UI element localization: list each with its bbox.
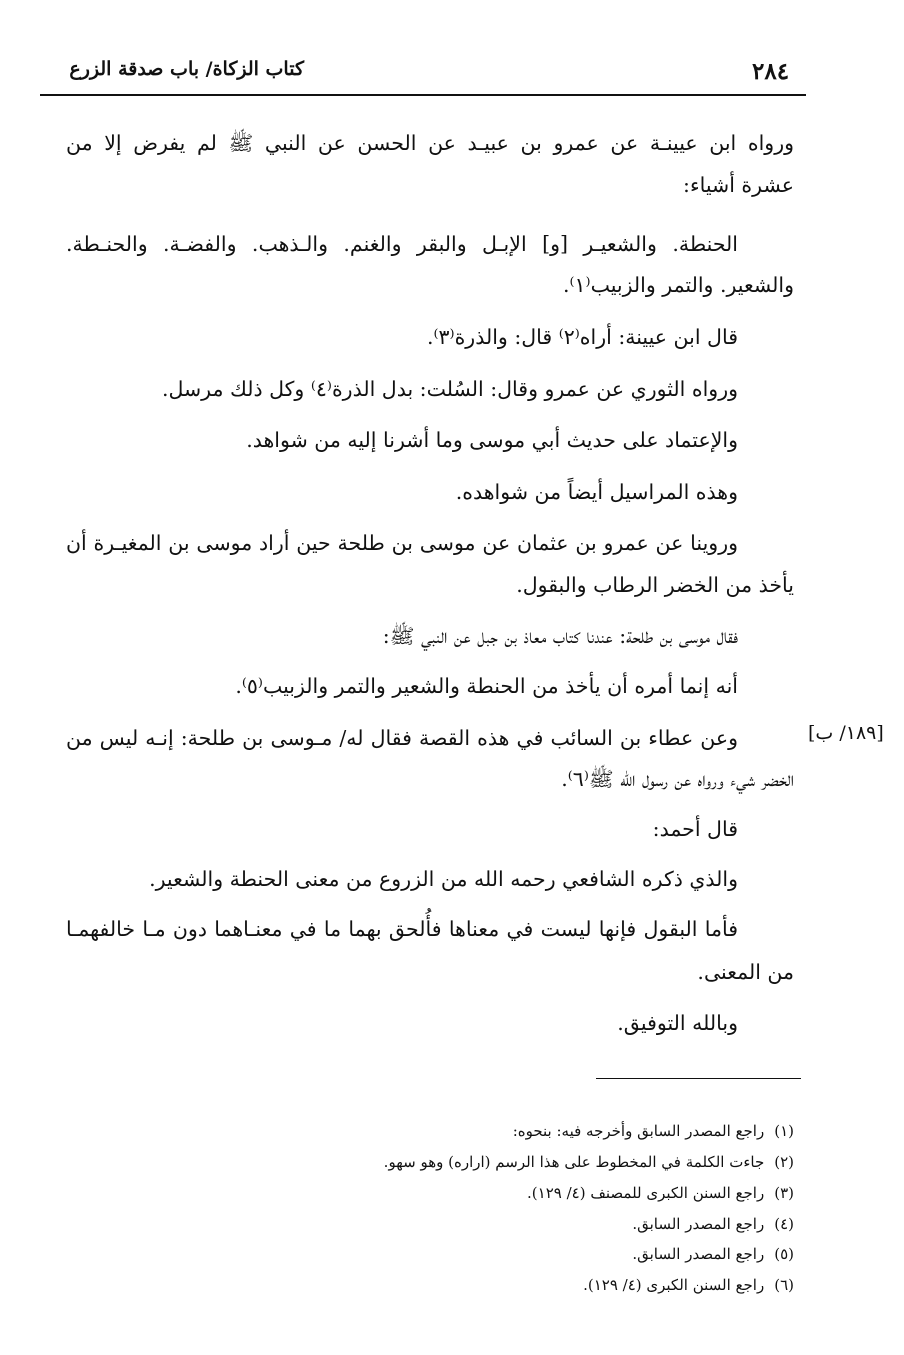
- footnote-number: (٢): [774, 1153, 794, 1171]
- body-line: الخضر شيء ورواه عن رسول الله ﷺ⁽٦⁾.: [561, 767, 794, 791]
- footnote-rule: [596, 1078, 801, 1079]
- body-line: وهذه المراسيل أيضاً من شواهده.: [455, 480, 738, 504]
- body-line: والذي ذكره الشافعي رحمه الله من الزروع من معنى الحنطة والشعير.: [149, 867, 738, 891]
- footnote-text: راجع السنن الكبرى للمصنف (٤/ ١٢٩).: [527, 1184, 765, 1202]
- body-line: وبالله التوفيق.: [617, 1011, 738, 1035]
- footnote: [513, 1120, 794, 1142]
- body-line: قال أحمد:: [652, 817, 738, 841]
- body-line: من المعنى.: [697, 960, 794, 984]
- running-header-title: كتاب الزكاة/ باب صدقة الزرع: [69, 58, 304, 80]
- body-line: فقال موسى بن طلحة: عندنا كتاب معاذ بن جبل عن النبي ﷺ:: [382, 624, 738, 648]
- footnote: [632, 1243, 794, 1265]
- body-line: وروينا عن عمرو بن عثمان عن موسى بن طلحة حين أراد موسى بن المغيـرة أن: [66, 531, 738, 555]
- footnote-text: راجع المصدر السابق.: [632, 1215, 765, 1233]
- body-line: فأما البقول فإنها ليست في معناها فأُلحق بهما ما في معنـاهما دون مـا خالفهمـا: [66, 917, 738, 941]
- footnote-text: راجع المصدر السابق.: [632, 1245, 765, 1263]
- footnote-number: (١): [774, 1122, 794, 1140]
- footnote-text: راجع المصدر السابق وأخرجه فيه: بنحوه:: [512, 1122, 765, 1140]
- footnote-text: جاءت الكلمة في المخطوط على هذا الرسم (اراره) وهو سهو.: [383, 1153, 765, 1171]
- manuscript-folio-note: [١٨٩/ ب]: [808, 722, 884, 744]
- footnote: [583, 1274, 794, 1296]
- body-line: عشرة أشياء:: [683, 173, 794, 197]
- body-line: والإعتماد على حديث أبي موسى وما أشرنا إليه من شواهد.: [246, 428, 738, 452]
- body-line: قال ابن عيينة: أراه⁽٢⁾ قال: والذرة⁽٣⁾.: [426, 325, 738, 349]
- body-line: ورواه ابن عيينـة عن عمرو بن عبيـد عن الحسن عن النبي ﷺ لم يفرض إلا من: [66, 131, 794, 155]
- body-line: يأخذ من الخضر الرطاب والبقول.: [516, 573, 794, 597]
- body-line: والشعير. والتمر والزبيب⁽١⁾.: [562, 273, 794, 297]
- footnote-number: (٣): [774, 1184, 794, 1202]
- footnote: [632, 1213, 794, 1235]
- body-line: وعن عطاء بن السائب في هذه القصة فقال له/ مـوسى بن طلحة: إنـه ليس من: [66, 726, 738, 750]
- body-line: الحنطة. والشعيـر [و] الإبـل والبقر والغنم. والـذهب. والفضـة. والحنـطة.: [66, 232, 738, 256]
- body-line: أنه إنما أمره أن يأخذ من الحنطة والشعير والتمر والزبيب⁽٥⁾.: [235, 674, 738, 698]
- header-rule: [40, 94, 806, 96]
- page-number: ٢٨٤: [752, 58, 790, 85]
- footnote: [384, 1151, 794, 1173]
- footnote-number: (٤): [774, 1215, 794, 1233]
- footnote: [527, 1182, 794, 1204]
- footnote-number: (٦): [774, 1276, 794, 1294]
- body-line: ورواه الثوري عن عمرو وقال: السُلت: بدل الذرة⁽٤⁾ وكل ذلك مرسل.: [161, 377, 738, 401]
- footnote-text: راجع السنن الكبرى (٤/ ١٢٩).: [583, 1276, 765, 1294]
- footnote-number: (٥): [774, 1245, 794, 1263]
